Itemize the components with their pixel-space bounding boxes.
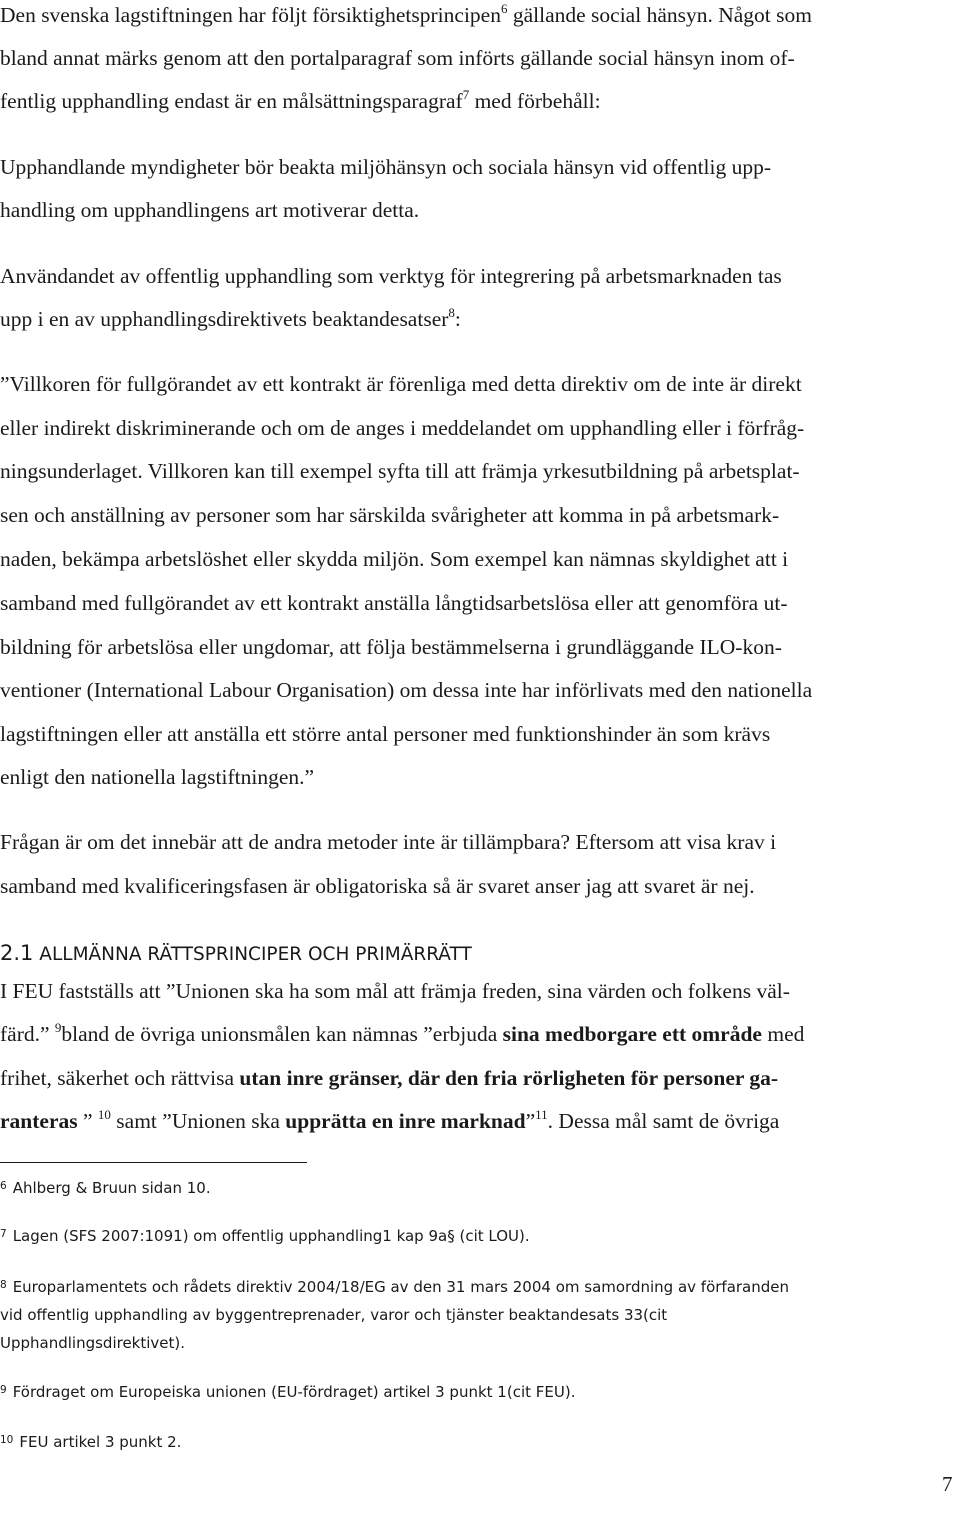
text: gällande social hänsyn. Något som	[507, 3, 812, 27]
bold-text: utan inre gränser, där den fria rörligheten för personer ga-	[239, 1066, 779, 1090]
footnote	[0, 1229, 530, 1244]
footnote-divider	[0, 1162, 307, 1163]
text: bland de övriga unionsmålen kan nämnas ”erbjuda	[61, 1022, 503, 1046]
quote-line: handling om upphandlingens art motiverar detta.	[0, 198, 420, 222]
section-heading	[0, 941, 472, 965]
paragraph-line: Frågan är om det innebär att de andra metoder inte är tillämpbara? Eftersom att visa krav i	[0, 830, 777, 854]
quote-line: naden, bekämpa arbetslöshet eller skydda miljön. Som exempel kan nämnas skyldighet att i	[0, 547, 789, 571]
quote-line: samband med fullgörandet av ett kontrakt anställa långtidsarbetslösa eller att genomföra ut-	[0, 591, 788, 615]
quote-line: ningsunderlaget. Villkoren kan till exempel syfta till att främja yrkesutbildning på arbetsplat-	[0, 459, 800, 483]
text: ”	[525, 1109, 536, 1133]
quote-line: Upphandlande myndigheter bör beakta miljöhänsyn och sociala hänsyn vid offentlig upp-	[0, 155, 772, 179]
footnote-ref[interactable]: 10	[97, 1107, 111, 1122]
footnote-text: Lagen (SFS 2007:1091) om offentlig upphandling1 kap 9a§ (cit LOU).	[12, 1227, 530, 1245]
text: med	[761, 1022, 805, 1046]
quote-line: enligt den nationella lagstiftningen.”	[0, 765, 315, 789]
footnote-number: 6	[0, 1180, 7, 1192]
footnote-number: 7	[0, 1228, 7, 1240]
section-title: ALLMÄNNA RÄTTSPRINCIPER OCH PRIMÄRRÄTT	[39, 944, 472, 965]
quote-line: bildning för arbetslösa eller ungdomar, att följa bestämmelserna i grundläggande ILO-kon-	[0, 635, 782, 659]
paragraph-line: I FEU fastställs att ”Unionen ska ha som mål att främja freden, sina värden och folkens väl-	[0, 979, 790, 1003]
footnote	[0, 1385, 575, 1400]
text: Den svenska lagstiftningen har följt försiktighetsprincipen	[0, 3, 501, 27]
text: ”	[83, 1109, 93, 1133]
quote-line: lagstiftningen eller att anställa ett större antal personer med funktionshinder än som krävs	[0, 722, 771, 746]
paragraph-line	[0, 1, 812, 27]
footnote	[0, 1181, 211, 1196]
text: med förbehåll:	[469, 89, 601, 113]
bold-text: upprätta en inre marknad	[285, 1109, 526, 1133]
footnote-ref[interactable]: 7	[462, 87, 470, 102]
footnote-text: Fördraget om Europeiska unionen (EU-fördraget) artikel 3 punkt 1(cit FEU).	[12, 1383, 576, 1401]
footnote-number: 8	[0, 1279, 7, 1291]
paragraph-line	[0, 87, 601, 113]
quote-line: ”Villkoren för fullgörandet av ett kontrakt är förenliga med detta direktiv om de inte är direkt	[0, 372, 802, 396]
footnote-text: Europarlamentets och rådets direktiv 2004/18/EG av den 31 mars 2004 om samordning av förfaranden	[12, 1278, 790, 1296]
quote-line: ventioner (International Labour Organisation) om dessa inte har införlivats med den nationella	[0, 678, 813, 702]
text: färd.”	[0, 1022, 50, 1046]
paragraph-line	[0, 305, 461, 331]
paragraph-line: Användandet av offentlig upphandling som verktyg för integrering på arbetsmarknaden tas	[0, 264, 782, 288]
bold-text: sina medborgare ett område	[502, 1022, 762, 1046]
footnote-ref[interactable]: 8	[448, 305, 455, 320]
footnote-text: FEU artikel 3 punkt 2.	[19, 1433, 182, 1451]
text: :	[454, 307, 461, 331]
paragraph-line: bland annat märks genom att den portalparagraf som införts gällande social hänsyn inom of-	[0, 46, 795, 70]
paragraph-line	[0, 1020, 805, 1046]
page-number: 7	[942, 1472, 953, 1496]
footnote	[0, 1280, 789, 1295]
quote-line: sen och anställning av personer som har särskilda svårigheter att komma in på arbetsmark-	[0, 503, 780, 527]
section-number: 2.1	[0, 941, 34, 965]
footnote-number: 10	[0, 1434, 14, 1446]
footnote-ref[interactable]: 9	[54, 1020, 62, 1035]
footnote-continuation: Upphandlingsdirektivet).	[0, 1334, 186, 1352]
paragraph-line	[0, 1068, 778, 1090]
footnote-text: Ahlberg & Bruun sidan 10.	[12, 1179, 211, 1197]
bold-text: ranteras	[0, 1109, 78, 1133]
footnote-ref[interactable]: 11	[535, 1107, 548, 1122]
text: fentlig upphandling endast är en målsättningsparagraf	[0, 89, 463, 113]
footnote-continuation: vid offentlig upphandling av byggentreprenader, varor och tjänster beaktandesats 33(cit	[0, 1306, 668, 1324]
text: frihet, säkerhet och rättvisa	[0, 1066, 240, 1090]
text: . Dessa mål samt de övriga	[547, 1109, 780, 1133]
paragraph-line	[0, 1107, 780, 1133]
text: samt ”Unionen ska	[110, 1109, 286, 1133]
footnote-number: 9	[0, 1384, 7, 1396]
paragraph-line: samband med kvalificeringsfasen är obligatoriska så är svaret anser jag att svaret är nej.	[0, 874, 755, 898]
footnote-ref[interactable]: 6	[500, 1, 508, 16]
text: upp i en av upphandlingsdirektivets beaktandesatser	[0, 307, 449, 331]
footnote	[0, 1435, 181, 1450]
quote-line: eller indirekt diskriminerande och om de anges i meddelandet om upphandling eller i förfråg-	[0, 416, 805, 440]
